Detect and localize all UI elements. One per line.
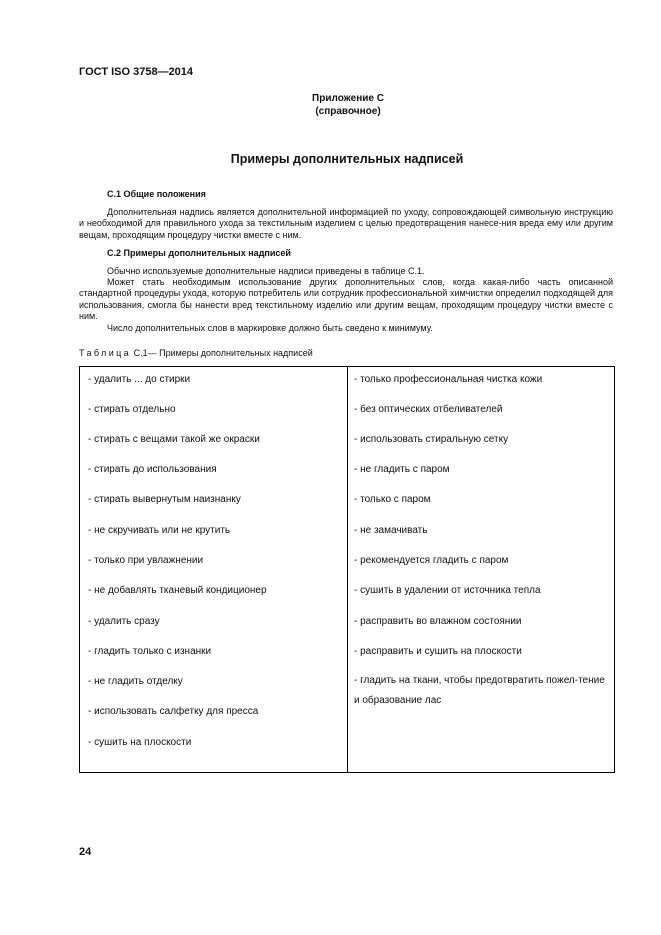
examples-table	[79, 366, 615, 773]
table-cell-right: - использовать стиральную сетку	[354, 434, 509, 445]
table-cell-right: - расправить во влажном состоянии	[354, 616, 522, 627]
section-2-paragraph-1	[79, 266, 613, 277]
appendix-subtitle: (справочное)	[315, 106, 381, 117]
table-cell-right: - не гладить с паром	[354, 464, 450, 475]
table-cell-right: - не замачивать	[354, 525, 428, 536]
table-cell-right: - без оптических отбеливателей	[354, 404, 503, 415]
table-cell-right: - только с паром	[354, 494, 431, 505]
table-cell-right: - сушить в удалении от источника тепла	[354, 585, 541, 596]
page-number: 24	[79, 846, 92, 858]
table-cell-left: - не гладить отделку	[88, 676, 183, 687]
table-caption-text: С.1— Примеры дополнительных надписей	[133, 348, 313, 358]
table-cell-right: - рекомендуется гладить с паром	[354, 555, 509, 566]
table-cell-left: - гладить только с изнанки	[88, 646, 212, 657]
table-caption	[79, 348, 313, 358]
table-cell-left: - стирать отдельно	[88, 404, 176, 415]
document-title: Примеры дополнительных надписей	[230, 152, 464, 166]
table-cell-left: - использовать салфетку для пресса	[88, 706, 259, 717]
table-cell-right: - гладить на ткани, чтобы предотвратить пожел-тение и образование лас	[354, 675, 605, 706]
section-1-heading: С.1 Общие положения	[107, 189, 206, 199]
table-cell-left: - стирать вывернутым наизнанку	[88, 494, 241, 505]
table-cell-left: - стирать до использования	[88, 464, 217, 475]
table-cell-left: - удалить ... до стирки	[88, 374, 191, 385]
section-2-heading: С.2 Примеры дополнительных надписей	[107, 248, 291, 258]
table-cell-left: - стирать с вещами такой же окраски	[88, 434, 260, 445]
section-2-text-2: Может стать необходимым использование других дополнительных слов, когда какая-либо часть описанной стандартной процедуры ухода, которую потребитель или сотрудник профессиональной химчистки определил подходящей для использования, смогла бы нанести вред текстильному изделию или другим вещам, проходящим процедуру чистки вместе с ним.	[79, 277, 613, 322]
table-cell-right: - расправить и сушить на плоскости	[354, 646, 522, 657]
table-caption-label: Таблица	[79, 348, 132, 358]
section-1-text: Дополнительная надпись является дополнительной информацией по уходу, сопровождающей символьную инструкцию и необходимой для правильного ухода за текстильным изделием с целью предотвращения нанесе-ния вреда ему или другим вещам, проходящим процедуру чистки вместе с ним.	[79, 207, 613, 240]
section-1-paragraph	[79, 207, 613, 241]
standard-number: ГОСТ ISO 3758—2014	[79, 66, 194, 78]
section-2-paragraph-3	[79, 323, 613, 334]
table-left-column	[80, 367, 348, 773]
table-cell-left: - сушить на плоскости	[88, 737, 192, 748]
appendix-title: Приложение С	[312, 93, 384, 104]
table-cell-left: - удалить сразу	[88, 616, 160, 627]
section-2-paragraph-2	[79, 277, 613, 323]
table-cell-left: - не скручивать или не крутить	[88, 525, 231, 536]
table-cell-left: - не добавлять тканевый кондиционер	[88, 585, 267, 596]
table-right-column	[348, 367, 615, 773]
table-cell-right: - только профессиональная чистка кожи	[354, 374, 543, 385]
table-cell-left: - только при увлажнении	[88, 555, 204, 566]
section-2-text-1: Обычно используемые дополнительные надписи приведены в таблице С.1.	[107, 266, 425, 276]
section-2-text-3: Число дополнительных слов в маркировке должно быть сведено к минимуму.	[107, 323, 433, 333]
